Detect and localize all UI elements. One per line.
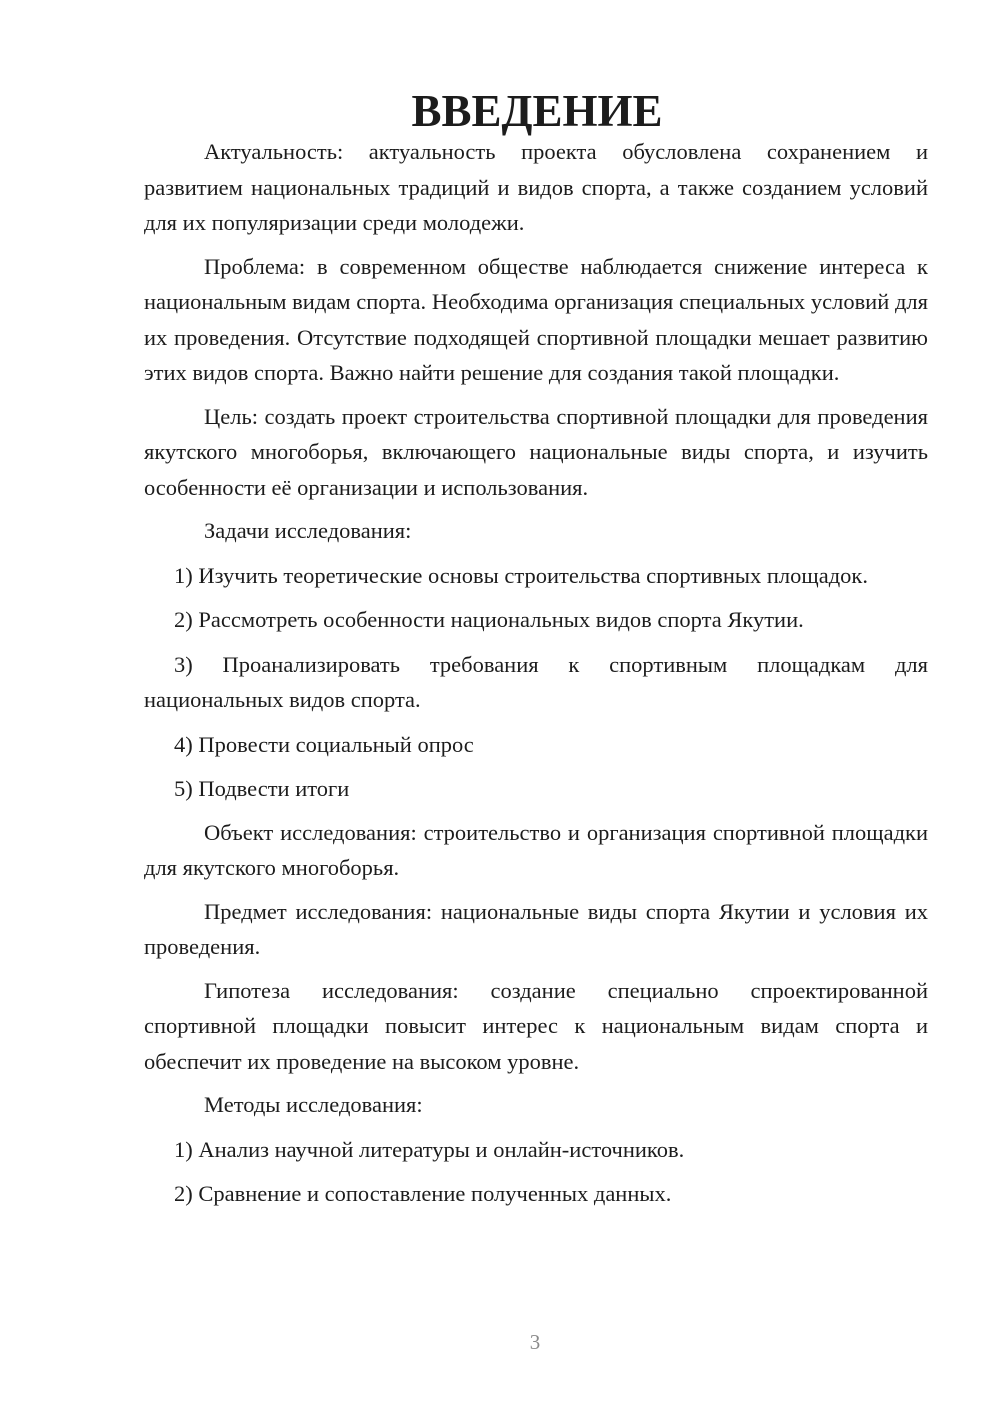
subject-paragraph: Предмет исследования: национальные виды спорта Якутии и условия их проведения. — [144, 898, 928, 959]
document-body — [144, 86, 928, 1212]
method-item: 2) Сравнение и сопоставление полученных данных. — [174, 1181, 672, 1206]
hypothesis-paragraph: Гипотеза исследования: создание специально спроектированной спортивной площадки повысит интерес к национальным видам спорта и обеспечит их проведение на высоком уровне. — [144, 977, 928, 1074]
methods-heading: Методы исследования: — [204, 1092, 423, 1117]
page-number: 3 — [529, 1330, 541, 1354]
goal-paragraph: Цель: создать проект строительства спортивной площадки для проведения якутского многоборья, включающего национальные виды спорта, и изучить особенности её организации и использования. — [144, 403, 928, 500]
task-item: 4) Провести социальный опрос — [174, 731, 474, 757]
tasks-heading: Задачи исследования: — [204, 518, 412, 543]
task-item: 2) Рассмотреть особенности национальных видов спорта Якутии. — [174, 607, 804, 632]
object-paragraph: Объект исследования: строительство и организация спортивной площадки для якутского многоборья. — [144, 819, 928, 880]
task-item: 1) Изучить теоретические основы строительства спортивных площадок. — [174, 562, 868, 588]
page-title: ВВЕДЕНИЕ — [411, 86, 663, 136]
problem-paragraph: Проблема: в современном обществе наблюдается снижение интереса к национальным видам спорта. Необходима организация специальных условий для их проведения. Отсутствие подходящей спортивной площадки мешает развитию этих видов спорта. Важно найти решение для создания такой площадки. — [144, 253, 928, 385]
relevance-paragraph: Актуальность: актуальность проекта обусловлена сохранением и развитием национальных традиций и видов спорта, а также созданием условий для их популяризации среди молодежи. — [144, 139, 928, 235]
task-item: 5) Подвести итоги — [174, 776, 350, 801]
method-item: 1) Анализ научной литературы и онлайн-источников. — [174, 1136, 685, 1162]
task-item: 3) Проанализировать требования к спортивным площадкам для национальных видов спорта. — [144, 651, 928, 712]
